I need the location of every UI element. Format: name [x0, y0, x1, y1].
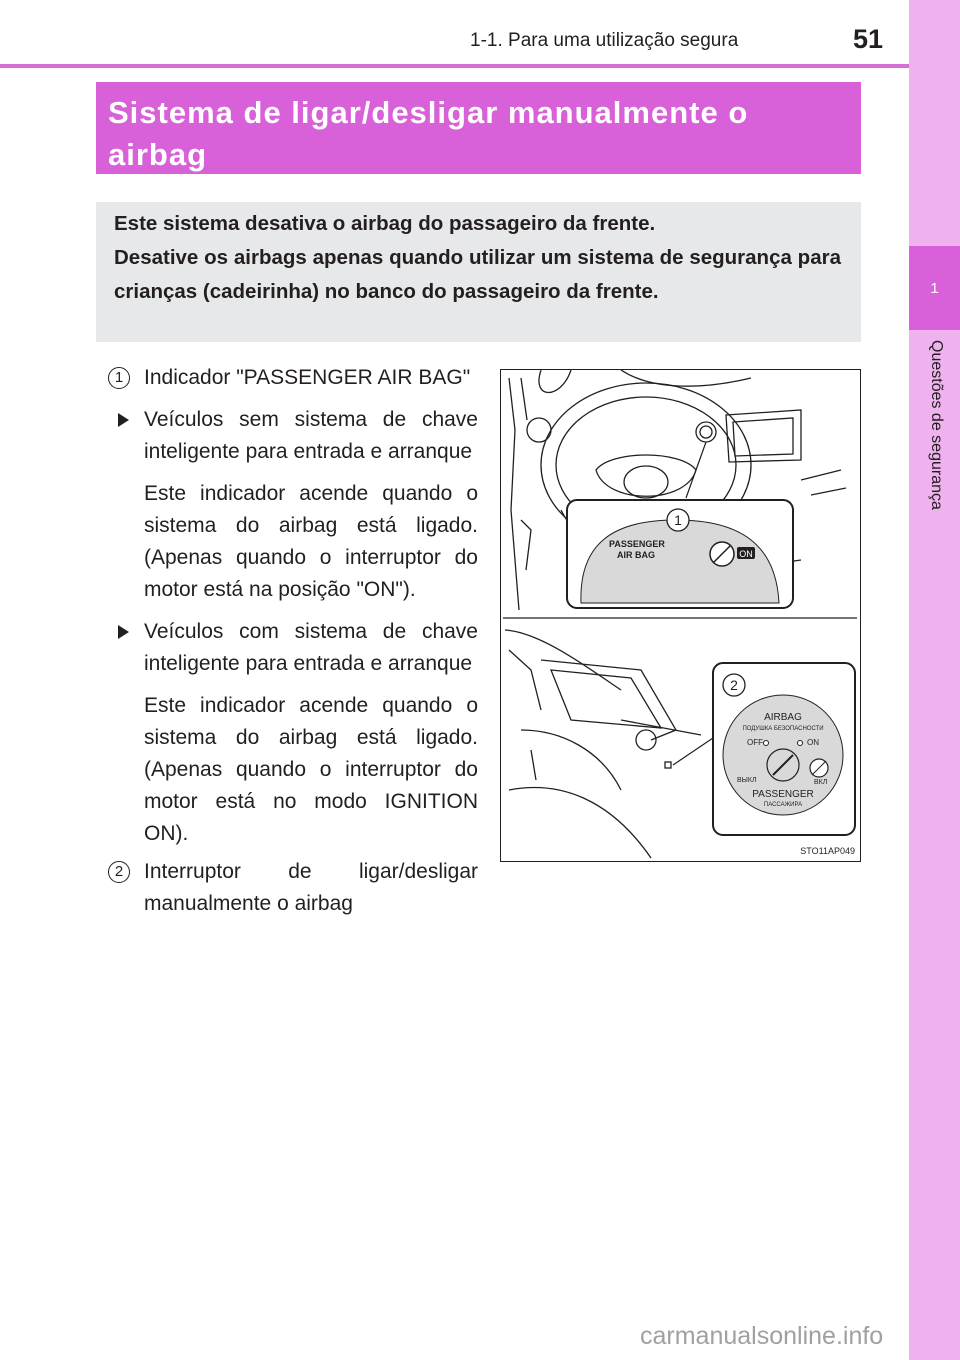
chapter-number-tab[interactable]: 1	[909, 246, 960, 330]
figure-code: STO11AP049	[800, 846, 855, 856]
page-number: 51	[853, 24, 884, 54]
header-section-title: 1-1. Para uma utilização segura	[470, 30, 739, 51]
intro-line-2: Desative os airbags apenas quando utilizar um sistema de segurança para crianças (cadeirinha) no banco do passageiro da frente.	[114, 246, 841, 303]
item-number-badge: 2	[108, 861, 130, 883]
illustration-svg	[501, 370, 859, 860]
header-rule	[0, 64, 909, 68]
switch-top-label: AIRBAG	[764, 712, 802, 723]
side-tab	[909, 0, 960, 1360]
triangle-bullet-icon	[118, 413, 129, 427]
intro-line-1: Este sistema desativa o airbag do passageiro da frente.	[114, 212, 656, 235]
variant-text: Este indicador acende quando o sistema do airbag está ligado. (Apenas quando o interruptor do motor está na posição "ON").	[144, 482, 478, 601]
item-label: Indicador "PASSENGER AIR BAG"	[144, 366, 471, 389]
chapter-label: Questões de segurança	[928, 340, 945, 510]
variant-text: Este indicador acende quando o sistema do airbag está ligado. (Apenas quando o interruptor do motor está no modo IGNITION ON).	[144, 694, 478, 845]
callout-leader	[686, 442, 706, 498]
indicator-text-1: PASSENGER	[609, 539, 665, 549]
item-number-badge: 1	[108, 367, 130, 389]
switch-top-ru-label: ПОДУШКА БЕЗОПАСНОСТИ	[742, 726, 824, 732]
indicator-text-2: AIR BAG	[617, 550, 655, 560]
switch-off-label: OFF	[747, 738, 763, 747]
section-title	[96, 82, 861, 174]
watermark[interactable]: carmanualsonline.info	[640, 1322, 884, 1350]
variant-heading: Veículos com sistema de chave inteligente para entrada e arranque	[108, 616, 478, 680]
indicator-panel	[567, 500, 793, 608]
callout-2: 2	[730, 677, 738, 693]
switch-on-label: ON	[807, 738, 819, 747]
airbag-switch-panel	[713, 663, 855, 835]
body-text	[108, 362, 478, 926]
item-2	[108, 856, 478, 920]
item-1	[108, 362, 478, 394]
switch-on-ru-label: ВКЛ	[814, 779, 828, 786]
airbag-illustration	[500, 369, 861, 862]
switch-bottom-label: PASSENGER	[752, 789, 814, 800]
title-line-2: airbag	[108, 137, 208, 172]
switch-off-ru-label: ВЫКЛ	[737, 777, 757, 784]
intro-box	[96, 202, 861, 342]
triangle-bullet-icon	[118, 625, 129, 639]
variant-heading: Veículos sem sistema de chave inteligente para entrada e arranque	[108, 404, 478, 468]
page-header	[0, 0, 909, 70]
title-line-1: Sistema de ligar/desligar manualmente o	[108, 95, 749, 130]
callout-leader-2	[673, 738, 713, 765]
switch-bottom-ru-label: ПАССАЖИРА	[763, 802, 803, 808]
callout-1: 1	[674, 512, 682, 528]
indicator-on-badge: ON	[739, 549, 753, 559]
glovebox-drawing	[505, 630, 701, 858]
item-label: Interruptor de ligar/desligar manualmente o airbag	[144, 860, 478, 915]
